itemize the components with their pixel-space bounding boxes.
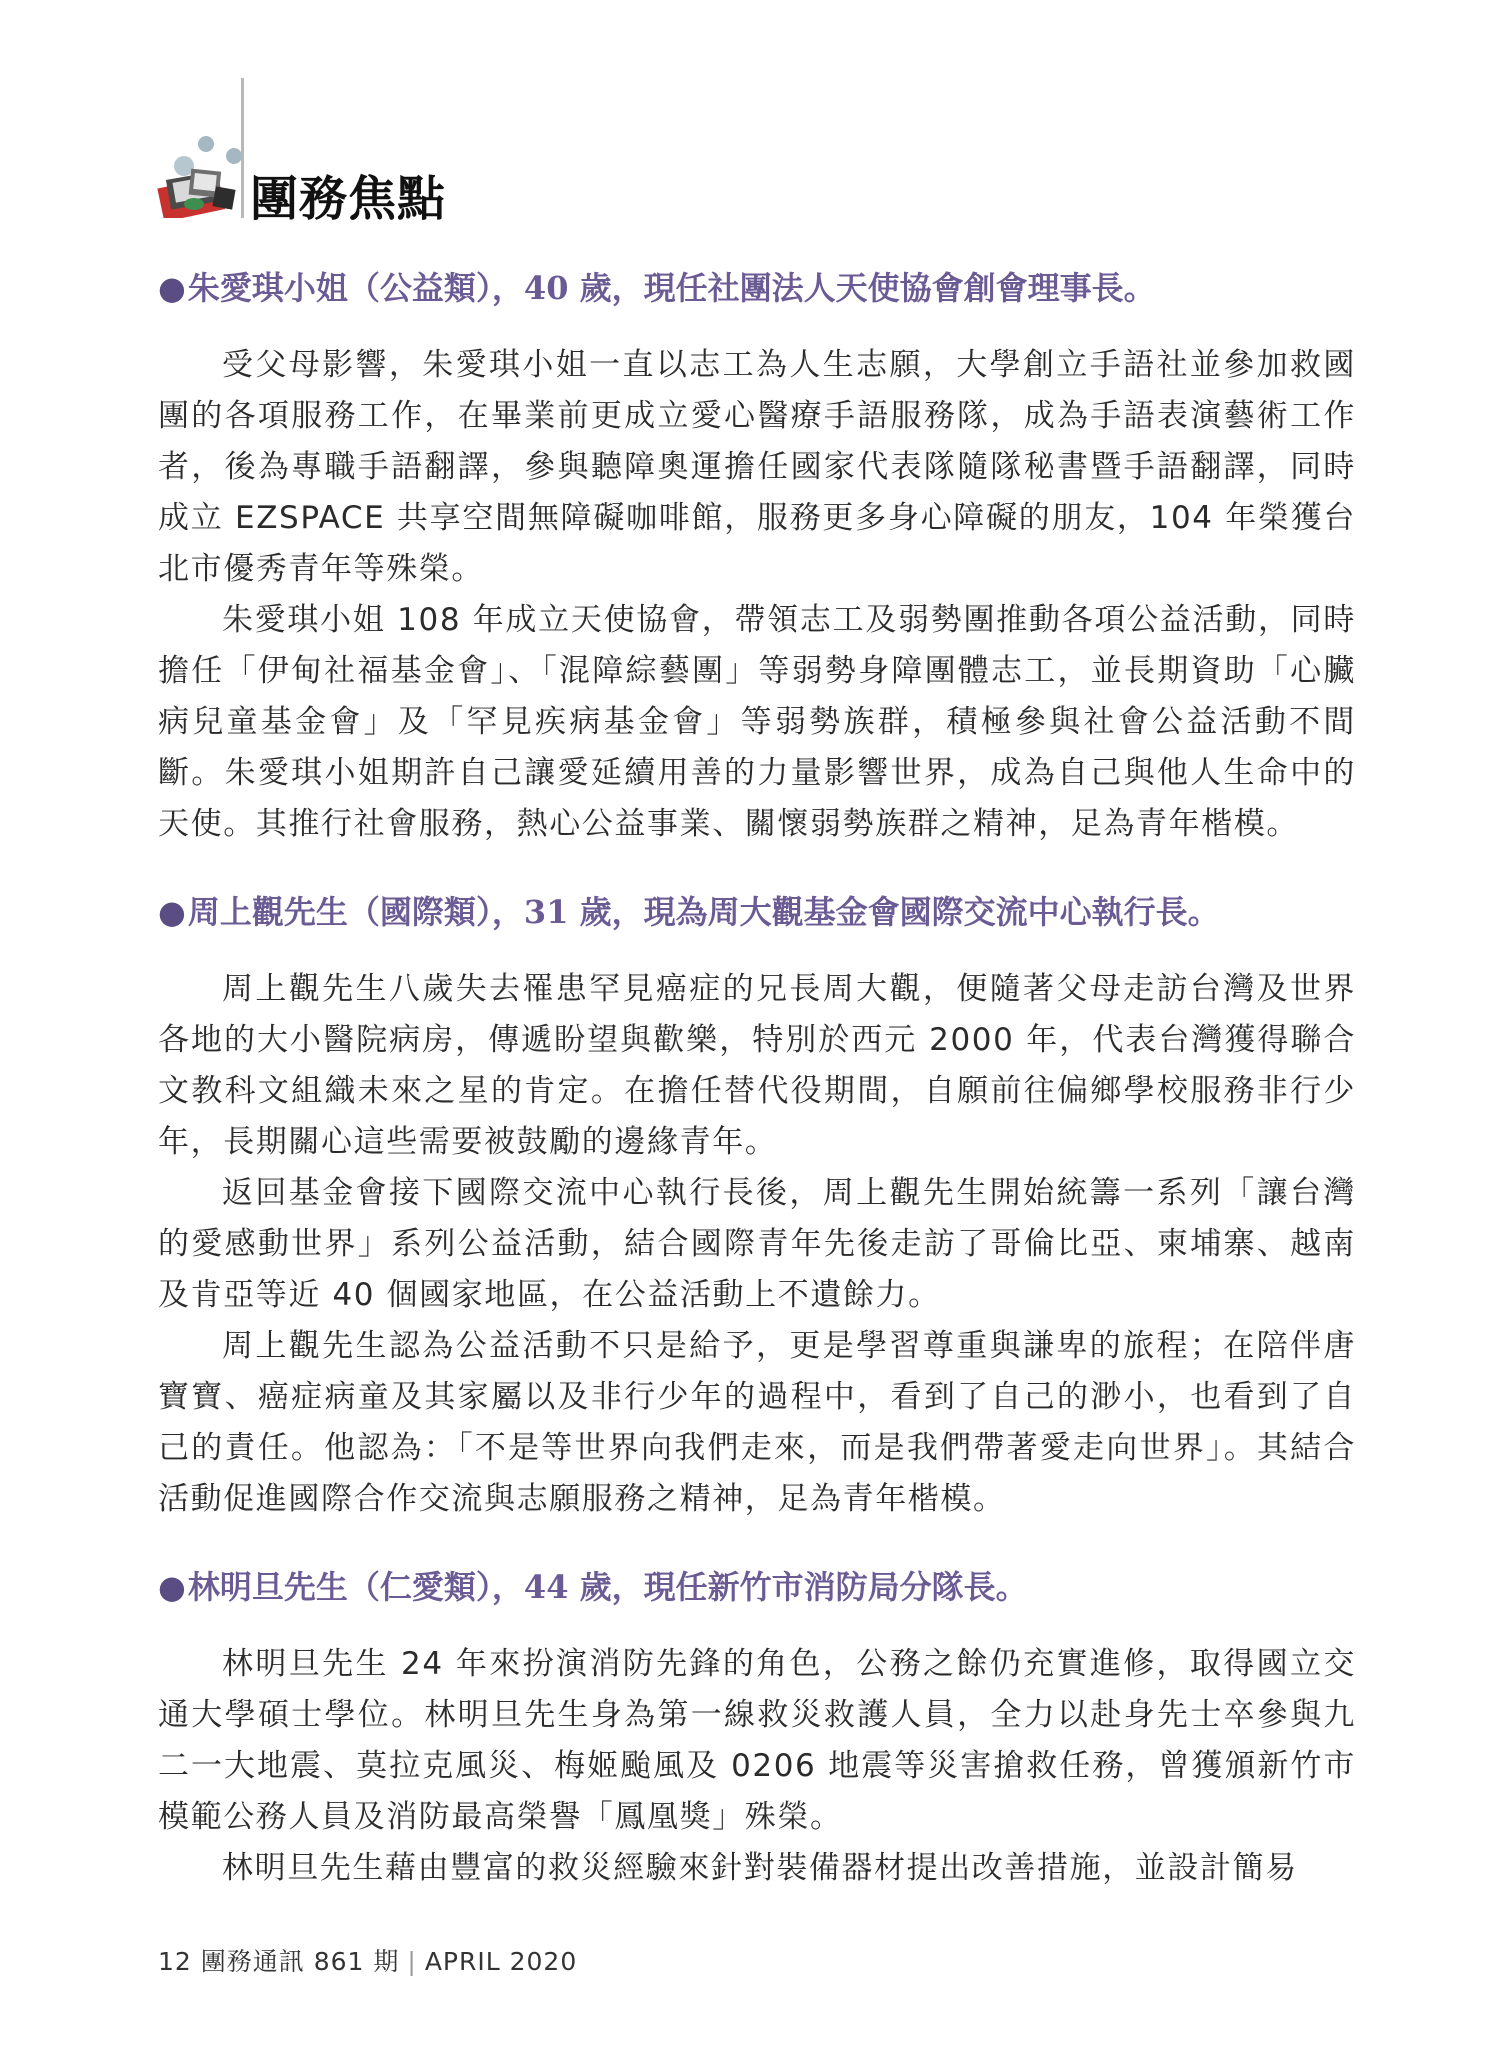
awardee-heading-text: 周上觀先生（國際類），31 歲，現為周大觀基金會國際交流中心執行長。 bbox=[187, 893, 1220, 931]
awardee-heading bbox=[158, 266, 1356, 310]
bullet-icon: ● bbox=[158, 1568, 186, 1606]
footer-separator: | bbox=[407, 1947, 417, 1976]
awardee-heading-text: 林明旦先生（仁愛類），44 歲，現任新竹市消防局分隊長。 bbox=[187, 1568, 1028, 1606]
awardee-heading bbox=[158, 890, 1356, 934]
issue-date: APRIL 2020 bbox=[424, 1947, 578, 1976]
paragraph: 林明旦先生藉由豐富的救災經驗來針對裝備器材提出改善措施，並設計簡易 bbox=[222, 1850, 1298, 1886]
page-footer bbox=[158, 1942, 577, 1978]
section-emblem-icon bbox=[154, 130, 249, 218]
section-title: 團務焦點 bbox=[250, 171, 447, 227]
article-body bbox=[158, 266, 1356, 1894]
bullet-icon: ● bbox=[158, 893, 186, 931]
paragraph: 返回基金會接下國際交流中心執行長後，周上觀先生開始統籌一系列「讓台灣的愛感動世界」系列公益活動，結合國際青年先後走訪了哥倫比亞、柬埔寨、越南及肯亞等近 40 個國家地區，在公益活動上不遺餘力。 bbox=[158, 1175, 1356, 1313]
bullet-icon: ● bbox=[158, 269, 186, 307]
paragraph: 朱愛琪小姐 108 年成立天使協會，帶領志工及弱勢團推動各項公益活動，同時擔任「伊甸社福基金會」、「混障綜藝團」等弱勢身障團體志工，並長期資助「心臟病兒童基金會」及「罕見疾病基金會」等弱勢族群，積極參與社會公益活動不間斷。朱愛琪小姐期許自己讓愛延續用善的力量影響世界，成為自己與他人生命中的天使。其推行社會服務，熱心公益事業、關懷弱勢族群之精神，足為青年楷模。 bbox=[158, 602, 1356, 842]
page-header bbox=[150, 78, 450, 228]
awardee-heading-text: 朱愛琪小姐（公益類），40 歲，現任社團法人天使協會創會理事長。 bbox=[187, 269, 1156, 307]
paragraph: 受父母影響，朱愛琪小姐一直以志工為人生志願，大學創立手語社並參加救國團的各項服務工作，在畢業前更成立愛心醫療手語服務隊，成為手語表演藝術工作者，後為專職手語翻譯，參與聽障奧運擔任國家代表隊隨隊秘書暨手語翻譯，同時成立 EZSPACE 共享空間無障礙咖啡館，服務更多身心障礙的朋友，104 年榮獲台北市優秀青年等殊榮。 bbox=[158, 347, 1356, 587]
paragraph: 周上觀先生八歲失去罹患罕見癌症的兄長周大觀，便隨著父母走訪台灣及世界各地的大小醫院病房，傳遞盼望與歡樂，特別於西元 2000 年，代表台灣獲得聯合文教科文組織未來之星的肯定。在擔任替代役期間，自願前往偏鄉學校服務非行少年，長期關心這些需要被鼓勵的邊緣青年。 bbox=[158, 971, 1356, 1160]
page-number-issue: 12 團務通訊 861 期 bbox=[158, 1947, 400, 1976]
awardee-heading bbox=[158, 1565, 1356, 1609]
paragraph: 周上觀先生認為公益活動不只是給予，更是學習尊重與謙卑的旅程；在陪伴唐寶寶、癌症病童及其家屬以及非行少年的過程中，看到了自己的渺小，也看到了自己的責任。他認為：「不是等世界向我們走來，而是我們帶著愛走向世界」。其結合活動促進國際合作交流與志願服務之精神，足為青年楷模。 bbox=[158, 1328, 1356, 1517]
paragraph: 林明旦先生 24 年來扮演消防先鋒的角色，公務之餘仍充實進修，取得國立交通大學碩士學位。林明旦先生身為第一線救災救護人員，全力以赴身先士卒參與九二一大地震、莫拉克風災、梅姬颱風及 0206 地震等災害搶救任務，曾獲頒新竹市模範公務人員及消防最高榮譽「鳳凰獎」殊榮。 bbox=[158, 1646, 1356, 1835]
